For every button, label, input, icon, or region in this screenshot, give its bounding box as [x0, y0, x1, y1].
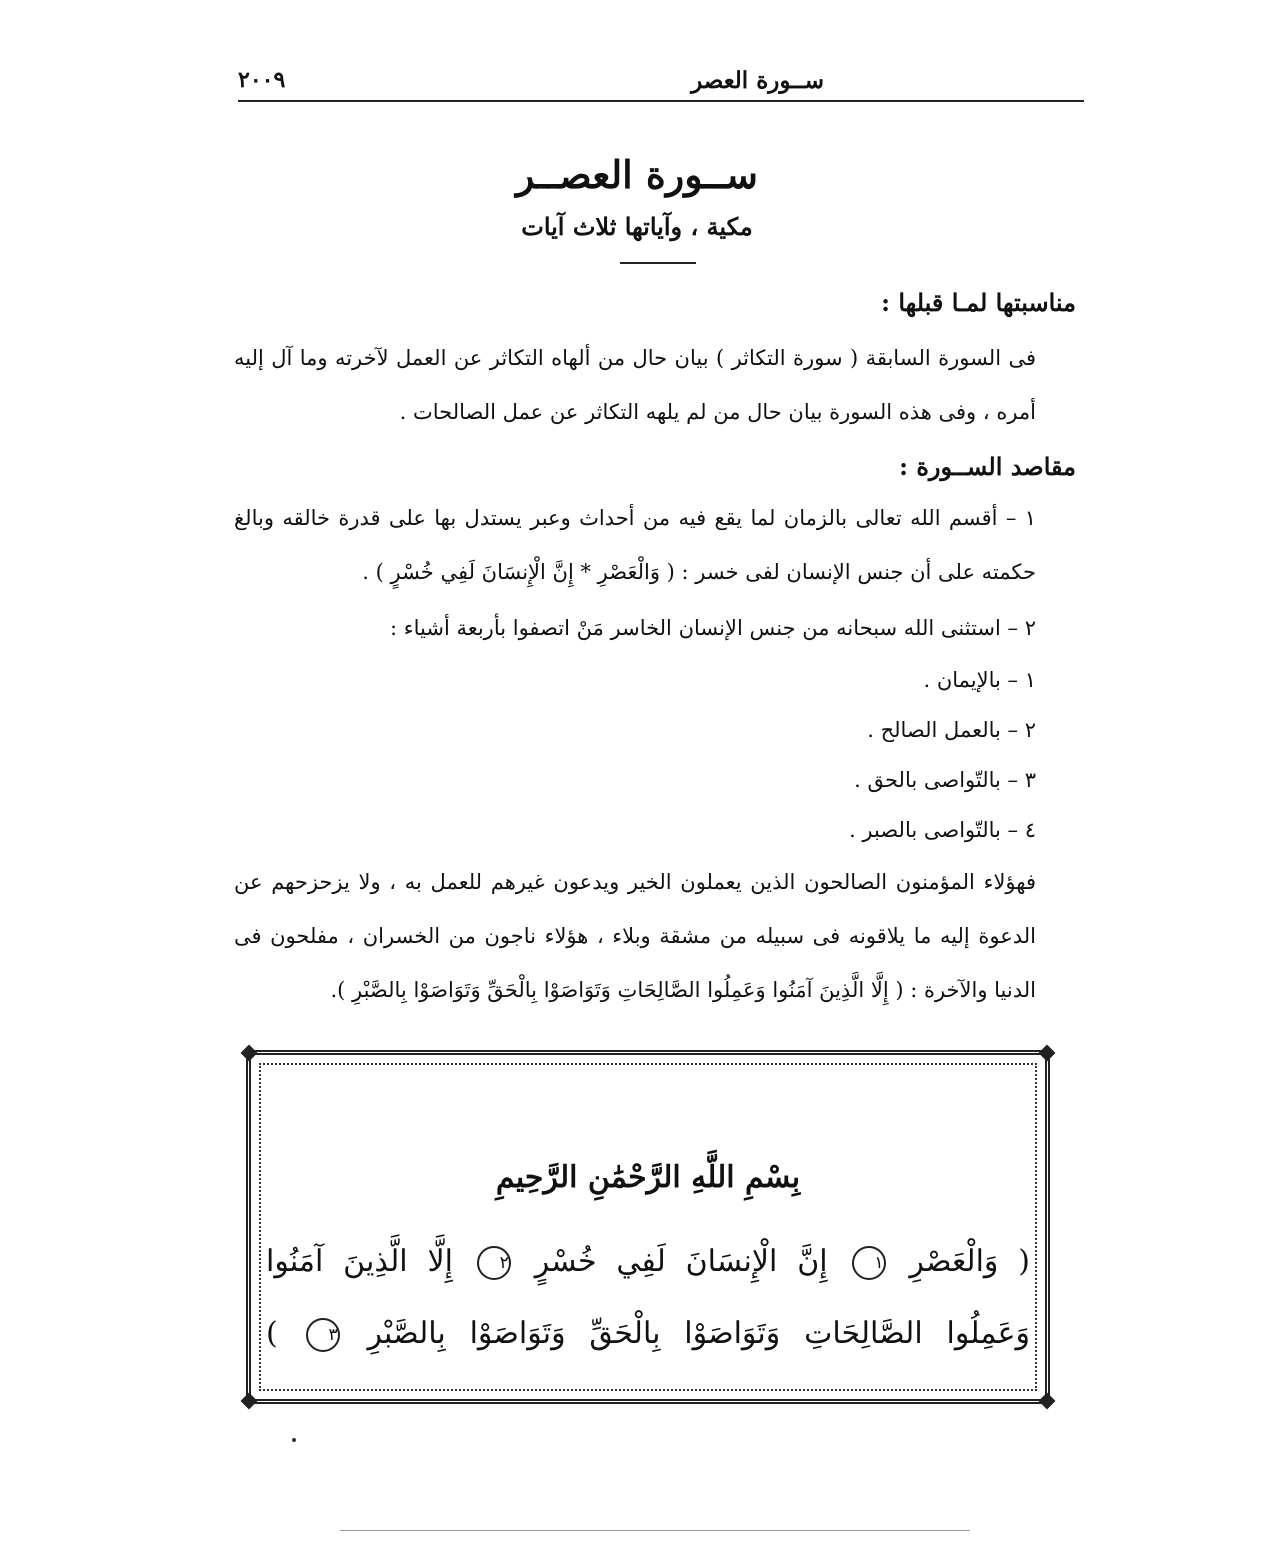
open-bracket: (	[1018, 1244, 1031, 1279]
basmala: بِسْمِ اللَّهِ الرَّحْمَٰنِ الرَّحِيمِ	[495, 1160, 801, 1195]
verse-line-2	[266, 1316, 1030, 1352]
list-item: ١ – بالإيمان .	[923, 668, 1036, 692]
running-title: ســورة العصر	[691, 66, 824, 94]
ayah-number: ٣	[306, 1318, 340, 1352]
verse-text: وَعَمِلُوا الصَّالِحَاتِ وَتَوَاصَوْا بِالْحَقِّ وَتَوَاصَوْا بِالصَّبْرِ	[367, 1316, 1031, 1351]
footer-rule	[340, 1530, 970, 1531]
conclusion-paragraph: فهؤلاء المؤمنون الصالحون الذين يعملون الخير ويدعون غيرهم للعمل به ، ولا يزحزحهم عن الدعوة إليه ما يلاقونه فى سبيله من مشقة وبلاء ، هؤلاء ناجون من الخسران ، مفلحون فى الدنيا والآخرة : ( إِلَّا الَّذِينَ آمَنُوا وَعَمِلُوا الصَّالِحَاتِ وَتَوَاصَوْا بِالْحَقِّ وَتَوَاصَوْا بِالصَّبْرِ ).	[234, 870, 1036, 1002]
list-item: ٤ – بالتّواصى بالصبر .	[849, 818, 1036, 842]
running-head	[238, 62, 1084, 98]
verse-text: إِلَّا الَّذِينَ آمَنُوا	[266, 1244, 453, 1279]
ayah-number: ١	[852, 1246, 886, 1280]
section-relation	[234, 288, 1076, 439]
diamond-ornament-icon	[1039, 1045, 1056, 1062]
diamond-ornament-icon	[241, 1393, 258, 1410]
stray-dot	[292, 1438, 296, 1442]
close-bracket: )	[266, 1316, 278, 1351]
objective-point-1: ١ – أقسم الله تعالى بالزمان لما يقع فيه من أحداث وعبر يستدل بها على قدرة خالقه وبالغ حكمته على أن جنس الإنسان لفى خسر : ( وَالْعَصْرِ * إِنَّ الْإِنسَانَ لَفِي خُسْرٍ ) .	[234, 506, 1036, 584]
objective-point-2: ٢ – استثنى الله سبحانه من جنس الإنسان الخاسر مَنْ اتصفوا بأربعة أشياء :	[389, 616, 1036, 640]
relation-paragraph: فى السورة السابقة ( سورة التكاثر ) بيان حال من ألهاه التكاثر عن العمل لآخرته وما آل إليه أمره ، وفى هذه السورة بيان حال من لم يلهه التكاثر عن عمل الصالحات .	[234, 346, 1036, 424]
list-item: ٢ – بالعمل الصالح .	[867, 718, 1036, 742]
ayah-number: ٢	[477, 1246, 511, 1280]
diamond-ornament-icon	[1039, 1393, 1056, 1410]
section-heading: مناسبتها لمـا قبلها :	[881, 288, 1076, 317]
section-heading: مقاصد الســورة :	[899, 452, 1076, 481]
verse-text: وَالْعَصْرِ	[909, 1244, 999, 1279]
surah-title: ســورة العصــر	[516, 152, 758, 197]
section-objectives	[234, 452, 1076, 1017]
header-rule	[238, 100, 1084, 102]
list-item: ٣ – بالتّواصى بالحق .	[854, 768, 1036, 792]
page-number: ٢٠٠٩	[238, 67, 286, 93]
verse-line-1	[266, 1244, 1030, 1280]
surah-subtitle: مكية ، وآياتها ثلاث آيات	[521, 212, 753, 241]
title-rule	[620, 262, 696, 264]
diamond-ornament-icon	[241, 1045, 258, 1062]
verse-text: إِنَّ الْإِنسَانَ لَفِي خُسْرٍ	[534, 1244, 828, 1279]
